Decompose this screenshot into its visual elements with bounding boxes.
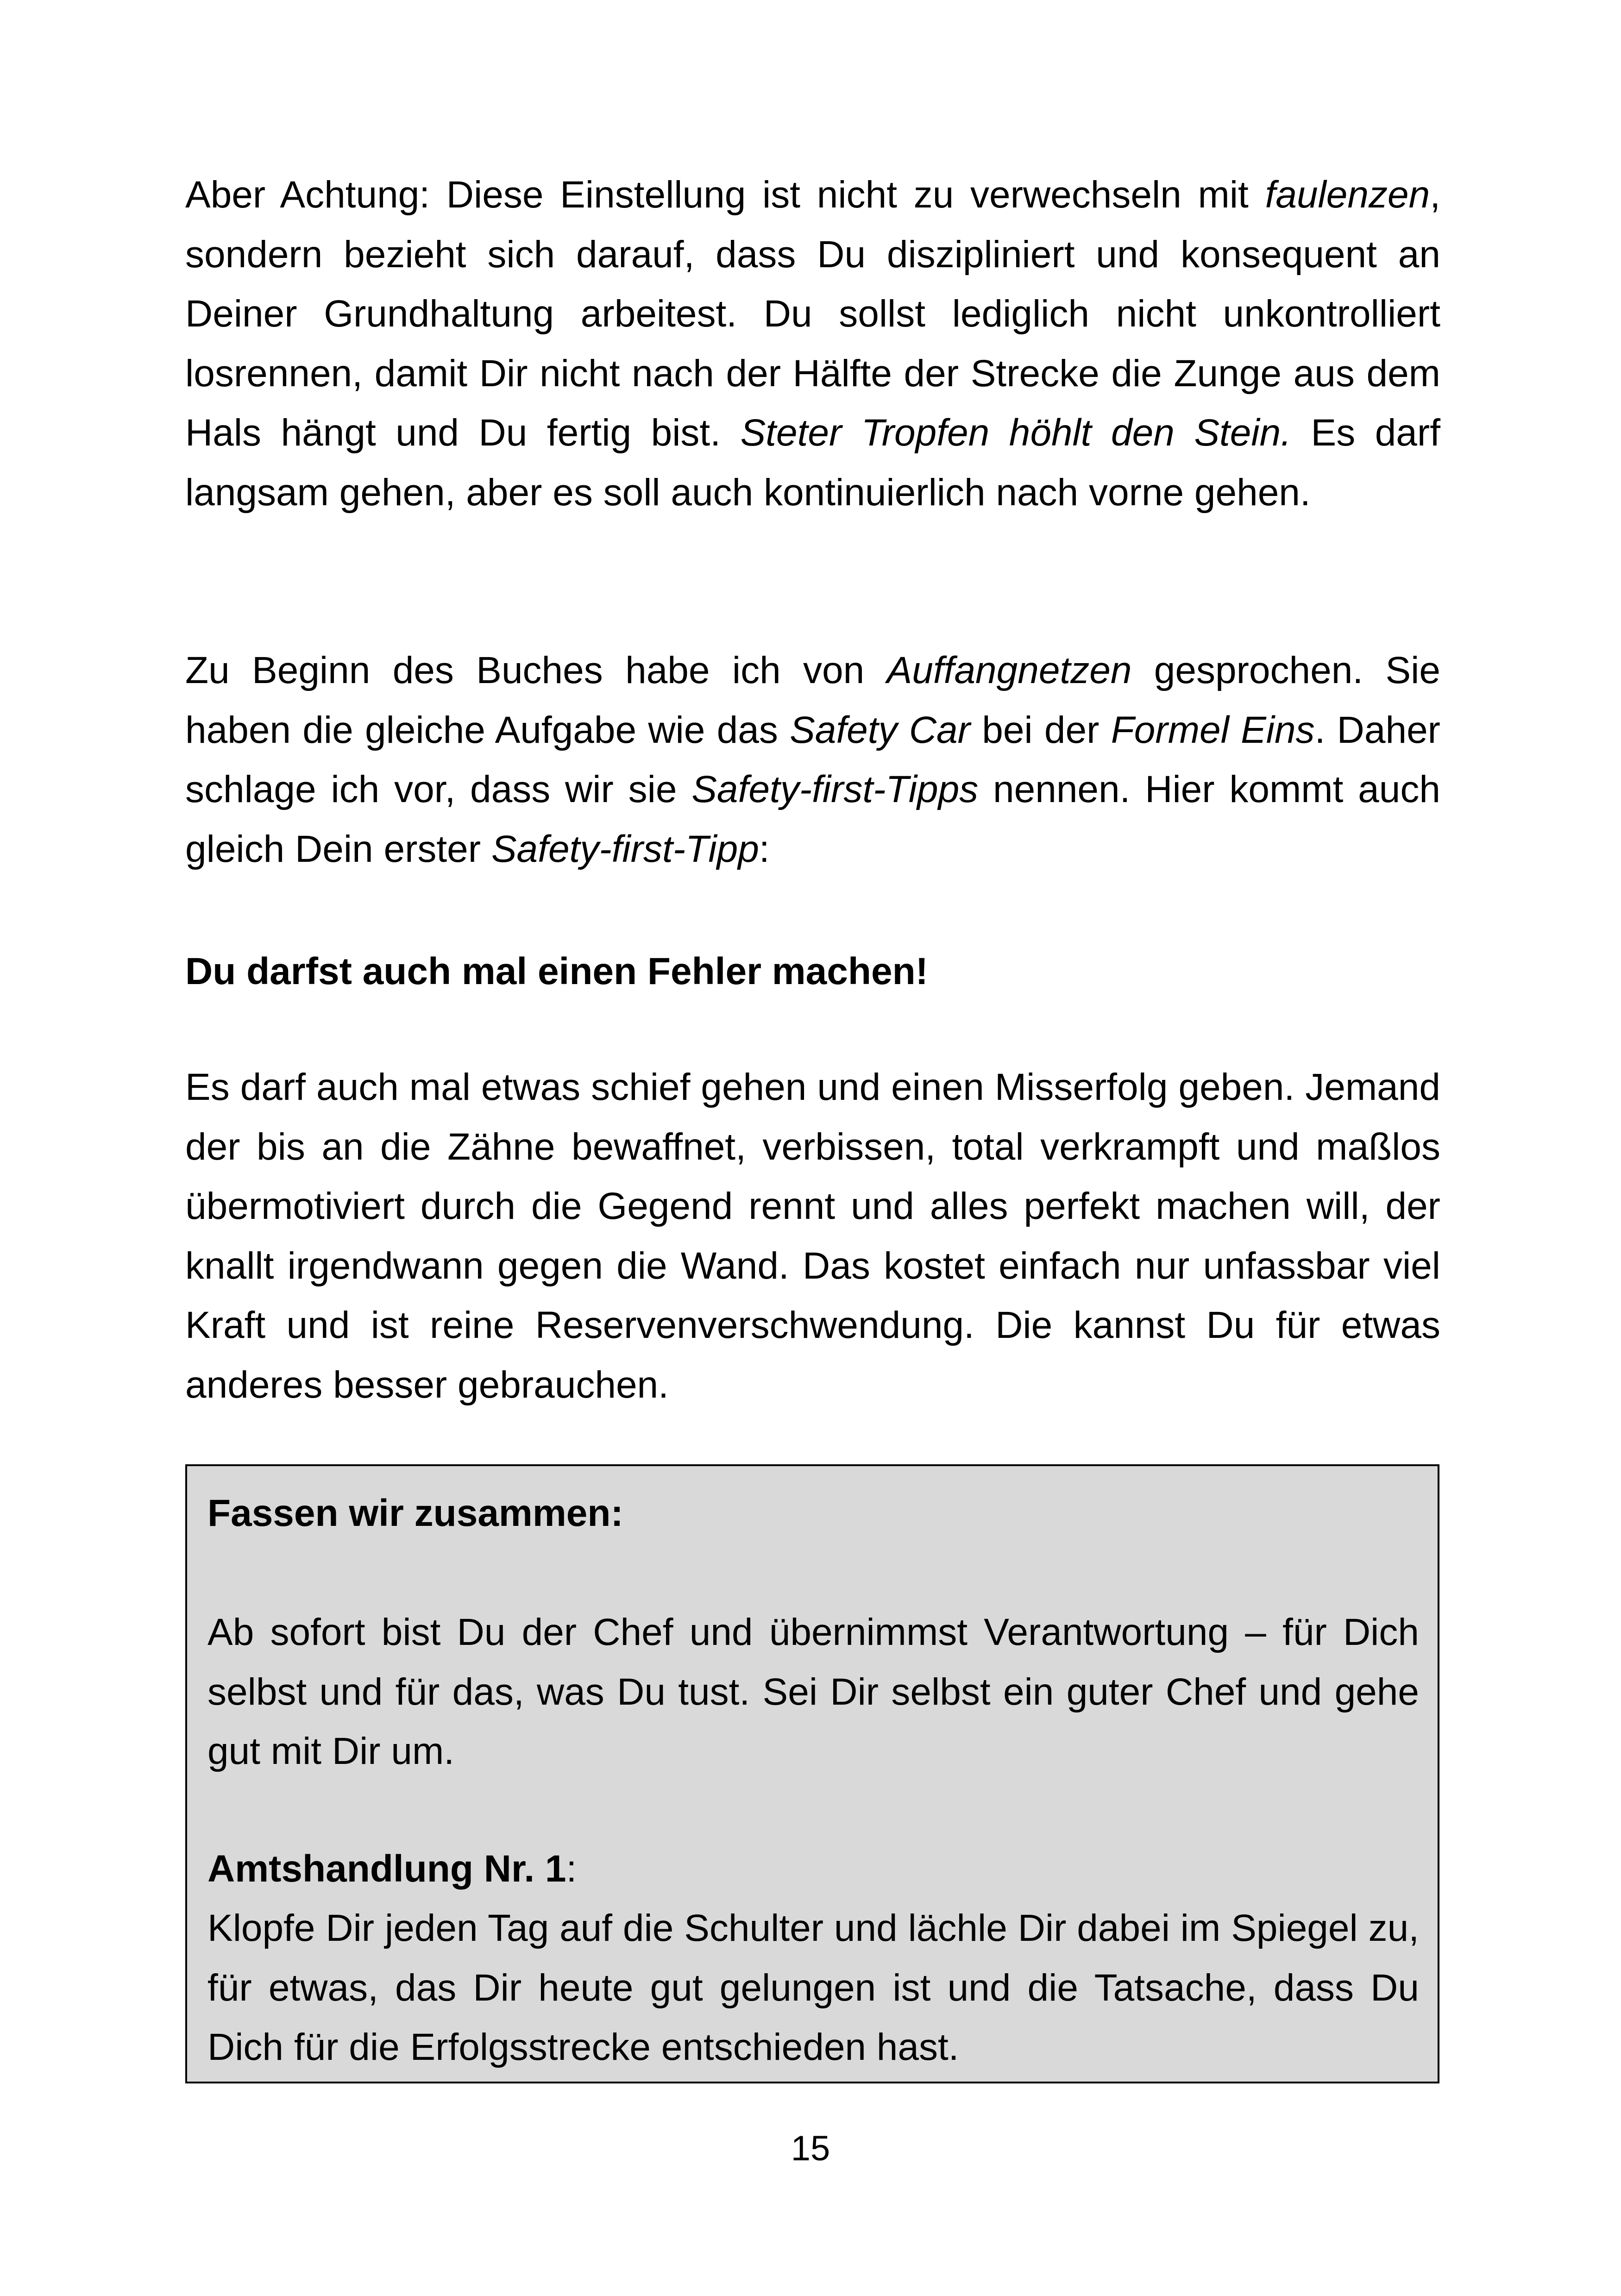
summary-action-paragraph: Klopfe Dir jeden Tag auf die Schulter und lächle Dir dabei im Spiegel zu, für etwas, das Dir heute gut gelungen ist und die Tatsache, dass Du Dich für die Erfolgsstrecke entschieden hast.: [207, 1907, 1419, 2068]
emphasis-formel-eins: Formel Eins: [1111, 709, 1315, 751]
paragraph-attitude: [185, 165, 1440, 522]
emphasis-safety-first-tipp: Safety-first-Tipp: [491, 828, 759, 870]
subheading-colon: :: [566, 1848, 577, 1890]
page-number: 15: [791, 2129, 830, 2168]
paragraph-safety-nets: [185, 641, 1440, 879]
paragraph-text: Aber Achtung: Diese Einstellung ist nicht zu verwechseln mit: [185, 174, 1265, 216]
summary-subheading: [207, 1839, 1419, 1899]
paragraph-text: bei der: [970, 709, 1111, 751]
paragraph-text: . Daher schlage ich vor, dass wir sie: [185, 709, 1440, 810]
emphasis-auffangnetzen: Auffangnetzen: [886, 649, 1132, 691]
emphasis-safety-first-tipps: Safety-first-Tipps: [691, 768, 979, 810]
paragraph-text: Es darf langsam gehen, aber es soll auch kontinuierlich nach vorne gehen.: [185, 412, 1440, 514]
summary-box: [185, 1464, 1439, 2083]
summary-paragraph: Ab sofort bist Du der Chef und übernimmst Verantwortung – für Dich selbst und für das, was Du tust. Sei Dir selbst ein guter Chef und gehe gut mit Dir um.: [207, 1611, 1419, 1772]
paragraph-text: gesprochen. Sie haben die gleiche Aufgabe wie das: [185, 649, 1440, 751]
paragraph-mistakes: Es darf auch mal etwas schief gehen und einen Misserfolg geben. Jemand der bis an die Zähne bewaffnet, verbissen, total verkrampft und maßlos übermotiviert durch die Gegend rennt und alles perfekt machen will, der knallt irgendwann gegen die Wand. Das kostet einfach nur unfassbar viel Kraft und ist reine Reservenverschwendung. Die kannst Du für etwas anderes besser gebrauchen.: [185, 1066, 1440, 1406]
paragraph-text: Zu Beginn des Buches habe ich von: [185, 649, 887, 691]
emphasis-safety-car: Safety Car: [790, 709, 970, 751]
paragraph-text: , sondern bezieht sich darauf, dass Du diszipliniert und konsequent an Deiner Grundhaltung arbeitest. Du sollst lediglich nicht unkontrolliert losrennen, damit Dir nicht nach der Hälfte der Strecke die Zunge aus dem Hals hängt und Du fertig bist.: [185, 174, 1440, 454]
emphasis-faulenzen: faulenzen: [1265, 174, 1430, 216]
tip-heading: Du darfst auch mal einen Fehler machen!: [185, 950, 928, 992]
summary-heading: Fassen wir zusammen:: [207, 1492, 623, 1534]
emphasis-proverb: Steter Tropfen höhlt den Stein.: [740, 412, 1292, 454]
subheading-label: Amtshandlung Nr. 1: [207, 1848, 566, 1890]
paragraph-text: nennen. Hier kommt auch gleich Dein erster: [185, 768, 1440, 870]
paragraph-text: :: [759, 828, 770, 870]
